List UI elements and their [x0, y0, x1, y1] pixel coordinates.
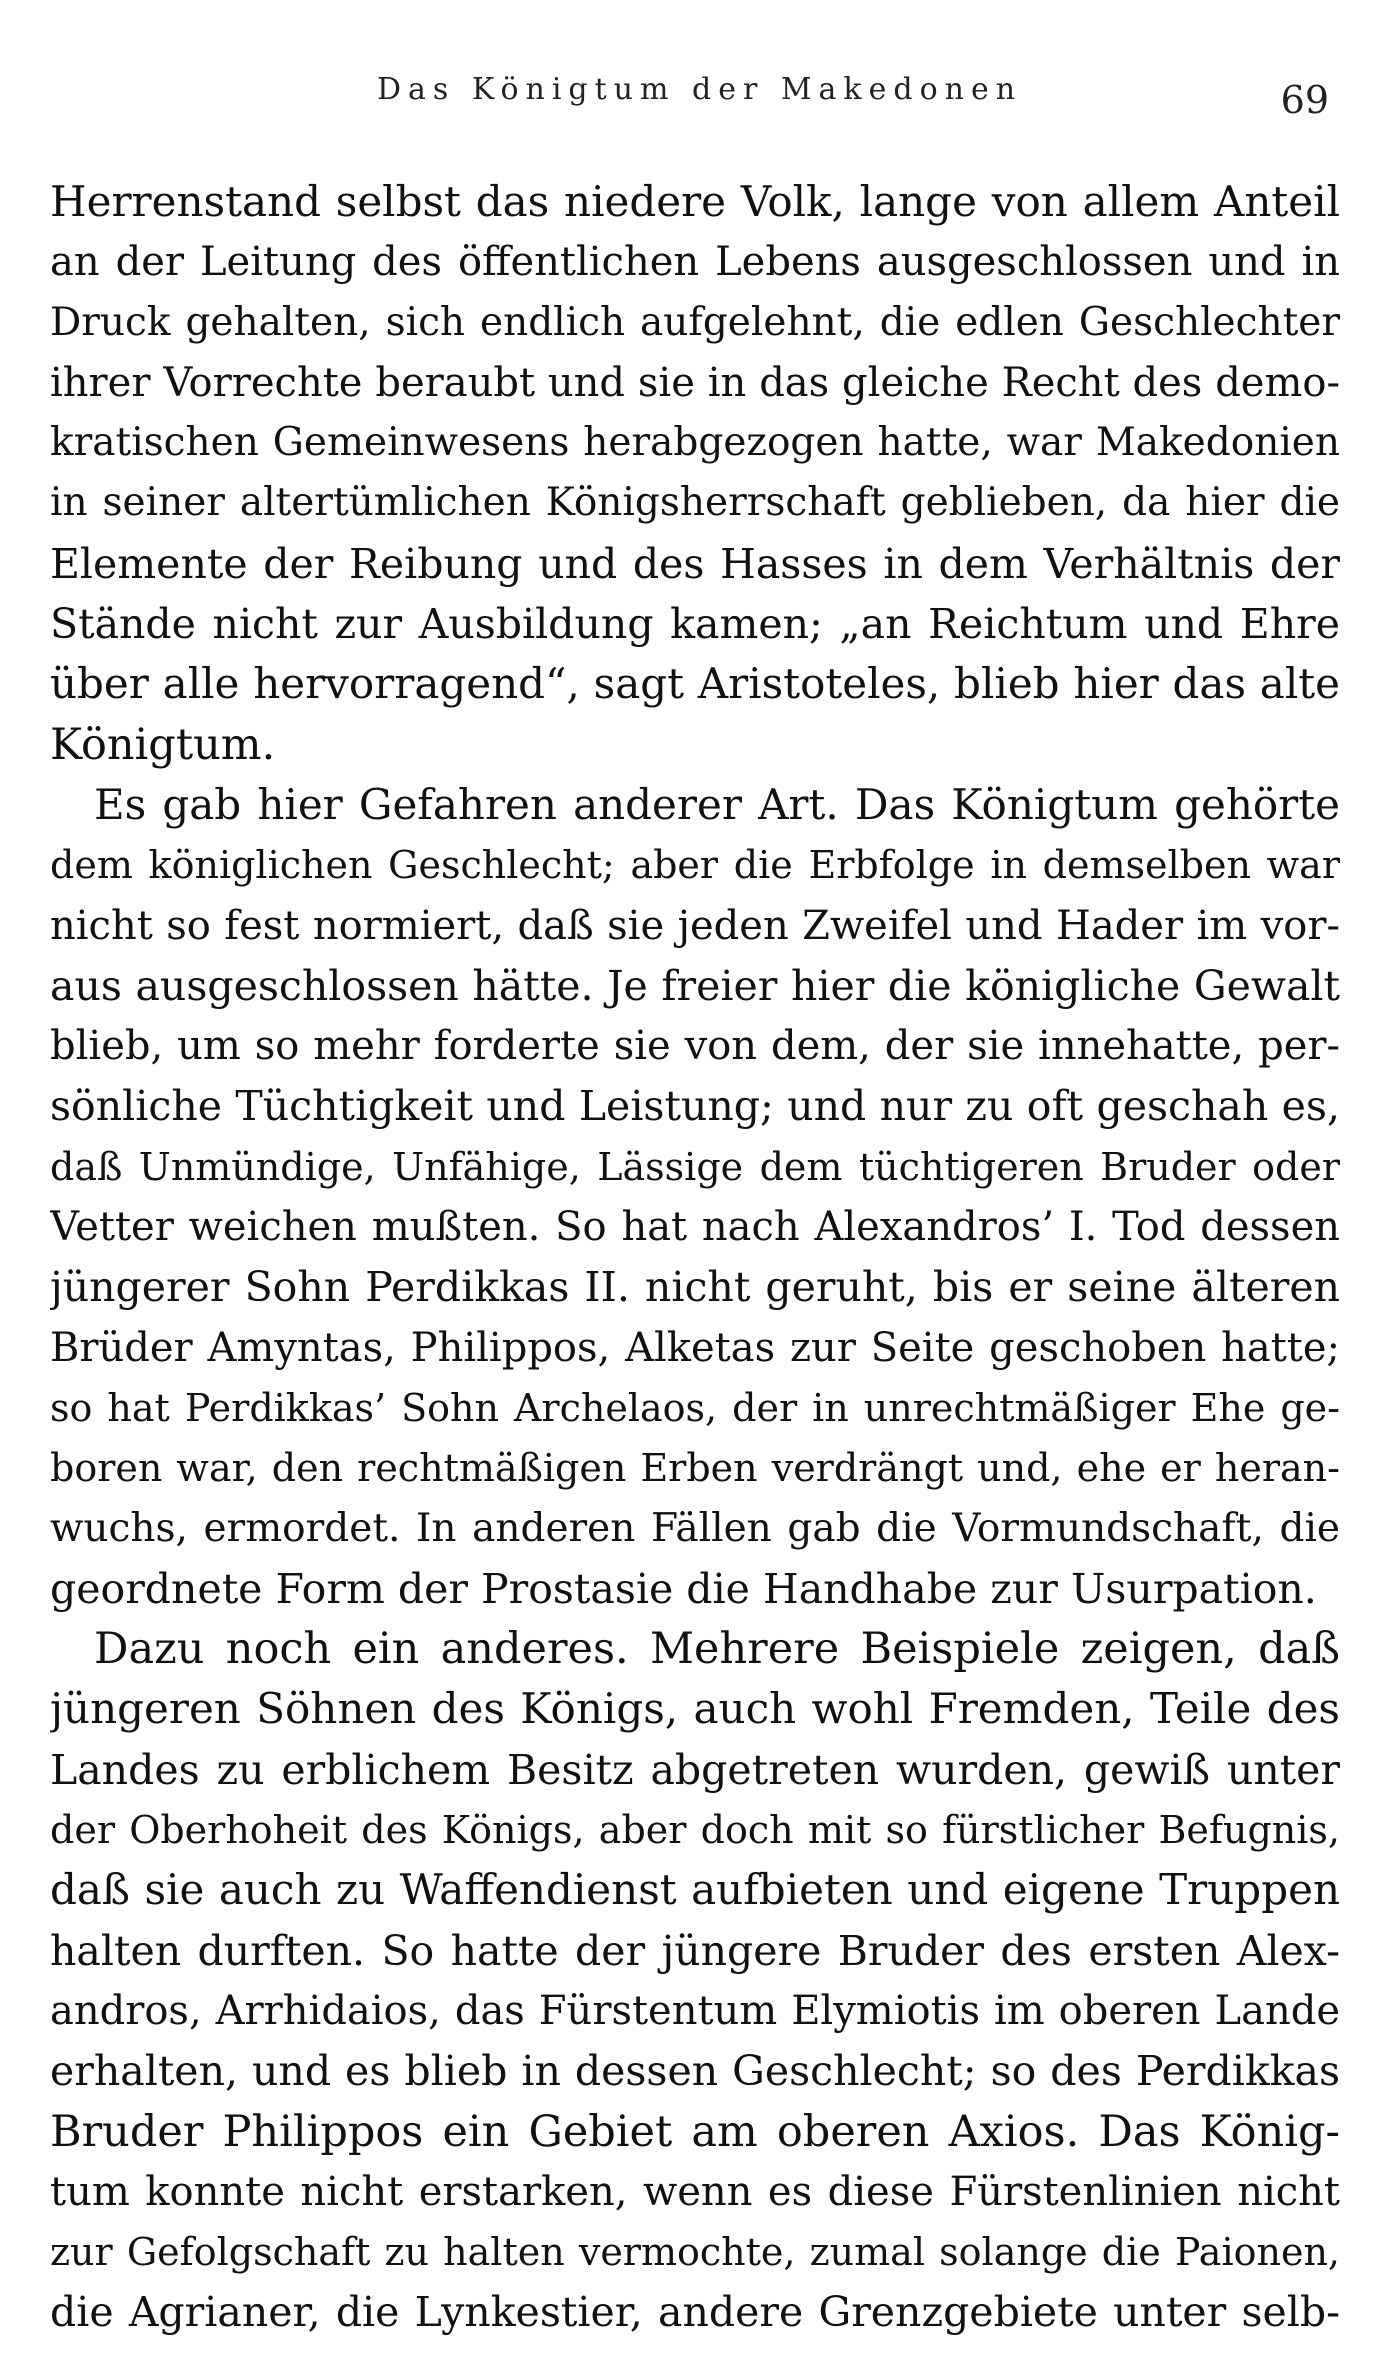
- text-line: geordnete Form der Prostasie die Handhabe zur Usurpation.: [50, 1564, 1317, 1613]
- text-line: so hat Perdikkas’ Sohn Archelaos, der in unrechtmäßiger Ehe ge-: [50, 1385, 1340, 1430]
- text-line: halten durften. So hatte der jüngere Bruder des ersten Alex-: [50, 1926, 1340, 1975]
- text-line: die Agrianer, die Lynkestier, andere Grenzgebiete unter selb-: [50, 2288, 1340, 2337]
- text-line: Vetter weichen mußten. So hat nach Alexandros’ I. Tod dessen: [50, 1204, 1340, 1251]
- text-line: Druck gehalten, sich endlich aufgelehnt, die edlen Geschlechter: [50, 299, 1340, 345]
- text-line: an der Leitung des öffentlichen Lebens ausgeschlossen und in: [50, 239, 1340, 286]
- text-line: andros, Arrhidaios, das Fürstentum Elymiotis im oberen Lande: [50, 1987, 1340, 2034]
- text-line: Landes zu erblichem Besitz abgetreten wurden, gewiß unter: [50, 1745, 1340, 1794]
- page-number: 69: [1280, 78, 1329, 122]
- text-line: boren war, den rechtmäßigen Erben verdrängt und, ehe er heran-: [50, 1446, 1340, 1491]
- text-line: Bruder Philippos ein Gebiet am oberen Axios. Das König-: [50, 2106, 1340, 2157]
- running-head: Das Königtum der Makedonen: [376, 72, 1023, 107]
- text-line: ihrer Vorrechte beraubt und sie in das gleiche Recht des demo-: [50, 359, 1340, 406]
- text-line: wuchs, ermordet. In anderen Fällen gab die Vormundschaft, die: [50, 1505, 1340, 1551]
- text-line: erhalten, und es blieb in dessen Geschlecht; so des Perdikkas: [50, 2047, 1340, 2096]
- text-line: über alle hervorragend“, sagt Aristoteles, blieb hier das alte: [50, 659, 1340, 709]
- text-line: blieb, um so mehr forderte sie von dem, der sie innehatte, per-: [50, 1023, 1340, 1070]
- text-line: dem königlichen Geschlecht; aber die Erbfolge in demselben war: [50, 843, 1340, 888]
- text-line: aus ausgeschlossen hätte. Je freier hier die königliche Gewalt: [50, 961, 1340, 1010]
- text-line: kratischen Gemeinwesens herabgezogen hatte, war Makedonien: [50, 420, 1340, 466]
- text-line: Brüder Amyntas, Philippos, Alketas zur Seite geschoben hatte;: [50, 1324, 1340, 1371]
- text-line: Herrenstand selbst das niedere Volk, lange von allem Anteil: [50, 177, 1340, 226]
- text-line: Stände nicht zur Ausbildung kamen; „an Reichtum und Ehre: [50, 600, 1340, 649]
- text-line: sönliche Tüchtigkeit und Leistung; und nur zu oft geschah es,: [50, 1082, 1340, 1131]
- text-line: daß sie auch zu Waffendienst aufbieten und eigene Truppen: [50, 1865, 1340, 1915]
- text-line: zur Gefolgschaft zu halten vermochte, zumal solange die Paionen,: [50, 2230, 1340, 2275]
- text-line: in seiner altertümlichen Königsherrschaft geblieben, da hier die: [50, 480, 1340, 526]
- text-line: Königtum.: [50, 719, 276, 770]
- text-line: Es gab hier Gefahren anderer Art. Das Königtum gehörte: [94, 779, 1340, 829]
- text-line: nicht so fest normiert, daß sie jeden Zweifel und Hader im vor-: [50, 902, 1340, 949]
- text-line: der Oberhoheit des Königs, aber doch mit so fürstlicher Befugnis,: [50, 1808, 1340, 1853]
- text-line: Elemente der Reibung und des Hasses in dem Verhältnis der: [50, 539, 1340, 588]
- body-text: [50, 172, 1340, 2343]
- text-line: jüngeren Söhnen des Königs, auch wohl Fremden, Teile des: [50, 1684, 1340, 1734]
- text-line: Dazu noch ein anderes. Mehrere Beispiele zeigen, daß: [94, 1624, 1340, 1675]
- page-header: [0, 60, 1399, 120]
- text-line: daß Unmündige, Unfähige, Lässige dem tüchtigeren Bruder oder: [50, 1144, 1340, 1189]
- text-line: jüngerer Sohn Perdikkas II. nicht geruht, bis er seine älteren: [50, 1263, 1340, 1312]
- text-line: tum konnte nicht erstarken, wenn es diese Fürstenlinien nicht: [50, 2168, 1340, 2215]
